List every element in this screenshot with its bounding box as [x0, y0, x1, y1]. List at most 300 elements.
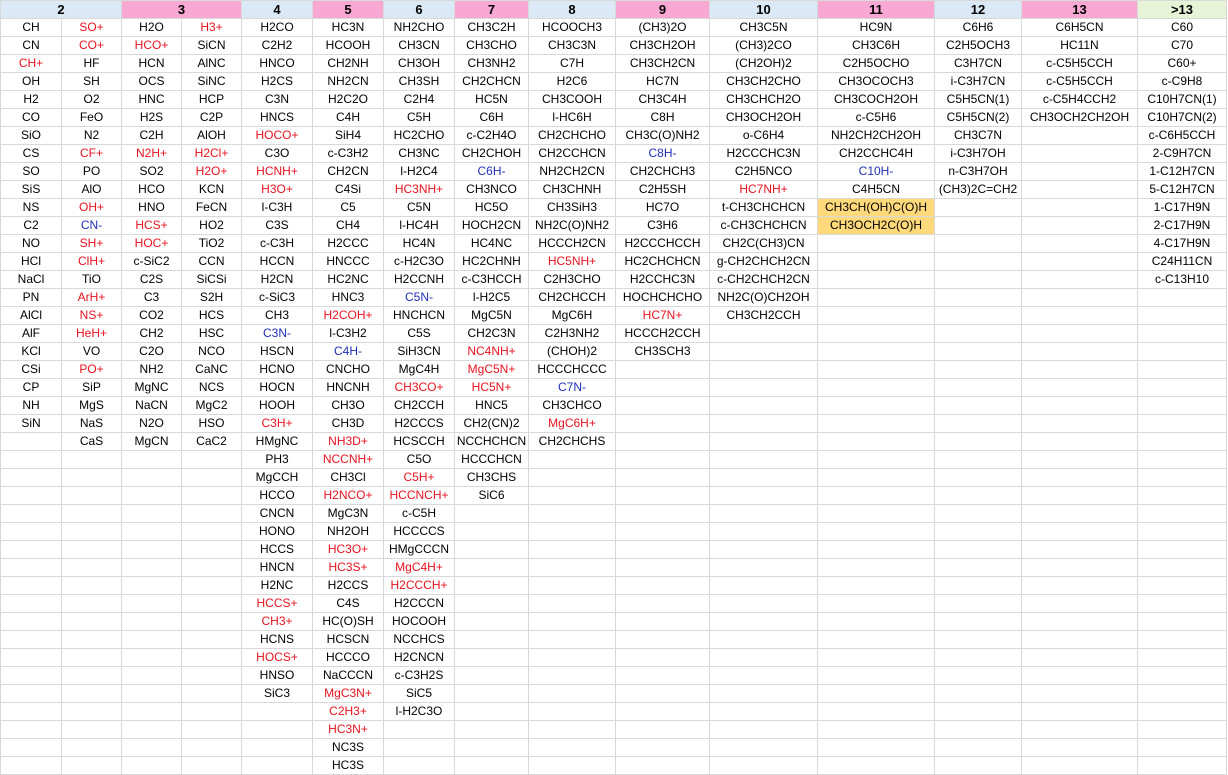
table-cell[interactable] — [62, 595, 122, 613]
table-cell[interactable] — [710, 433, 818, 451]
table-cell[interactable]: C10H- — [818, 163, 935, 181]
table-cell[interactable] — [1138, 649, 1227, 667]
table-cell[interactable] — [1022, 487, 1138, 505]
table-cell[interactable]: NaS — [62, 415, 122, 433]
table-cell[interactable]: N2H+ — [122, 145, 182, 163]
table-cell[interactable]: CaC2 — [182, 433, 242, 451]
table-cell[interactable]: MgC6H+ — [529, 415, 616, 433]
table-cell[interactable]: HCl — [1, 253, 62, 271]
table-cell[interactable] — [710, 415, 818, 433]
header-atoms-10[interactable]: 10 — [710, 1, 818, 19]
table-cell[interactable] — [182, 451, 242, 469]
table-cell[interactable]: 2-C17H9N — [1138, 217, 1227, 235]
table-cell[interactable] — [1022, 325, 1138, 343]
table-cell[interactable]: c-CH2CHCH2CN — [710, 271, 818, 289]
table-cell[interactable]: CH2NH — [313, 55, 384, 73]
table-cell[interactable] — [1, 487, 62, 505]
table-cell[interactable]: CH2CHCHO — [529, 127, 616, 145]
table-cell[interactable] — [935, 667, 1022, 685]
table-cell[interactable]: HC2NC — [313, 271, 384, 289]
table-cell[interactable] — [182, 649, 242, 667]
table-cell[interactable]: SiH4 — [313, 127, 384, 145]
table-cell[interactable] — [62, 685, 122, 703]
table-cell[interactable] — [818, 325, 935, 343]
table-cell[interactable]: HOOH — [242, 397, 313, 415]
table-cell[interactable] — [818, 595, 935, 613]
table-cell[interactable]: l-H2C4 — [384, 163, 455, 181]
table-cell[interactable] — [1022, 289, 1138, 307]
table-cell[interactable] — [818, 487, 935, 505]
table-cell[interactable]: CH3C3N — [529, 37, 616, 55]
table-cell[interactable] — [616, 469, 710, 487]
table-cell[interactable]: SiCSi — [182, 271, 242, 289]
table-cell[interactable] — [616, 523, 710, 541]
table-cell[interactable] — [710, 469, 818, 487]
table-cell[interactable] — [1138, 343, 1227, 361]
table-cell[interactable]: S2H — [182, 289, 242, 307]
table-cell[interactable]: C5H5CN(2) — [935, 109, 1022, 127]
table-cell[interactable] — [710, 595, 818, 613]
table-cell[interactable]: HC5N+ — [455, 379, 529, 397]
table-cell[interactable] — [616, 703, 710, 721]
table-cell[interactable]: NCS — [182, 379, 242, 397]
table-cell[interactable] — [1138, 757, 1227, 775]
table-cell[interactable]: HCSCN — [313, 631, 384, 649]
table-cell[interactable]: C2S — [122, 271, 182, 289]
table-cell[interactable]: HOCHCHCHO — [616, 289, 710, 307]
table-cell[interactable] — [122, 685, 182, 703]
table-cell[interactable]: CH3CO+ — [384, 379, 455, 397]
table-cell[interactable]: C10H7CN(2) — [1138, 109, 1227, 127]
table-cell[interactable]: C2H — [122, 127, 182, 145]
table-cell[interactable] — [1, 757, 62, 775]
table-cell[interactable]: CH3NH2 — [455, 55, 529, 73]
table-cell[interactable]: H2O+ — [182, 163, 242, 181]
table-cell[interactable] — [818, 253, 935, 271]
table-cell[interactable]: C8H — [616, 109, 710, 127]
table-cell[interactable] — [1022, 703, 1138, 721]
table-cell[interactable] — [1138, 397, 1227, 415]
table-cell[interactable] — [62, 487, 122, 505]
table-cell[interactable] — [616, 667, 710, 685]
table-cell[interactable] — [935, 739, 1022, 757]
table-cell[interactable]: PO+ — [62, 361, 122, 379]
table-cell[interactable] — [529, 595, 616, 613]
table-cell[interactable] — [1022, 415, 1138, 433]
table-cell[interactable] — [818, 757, 935, 775]
table-cell[interactable]: MgC5N+ — [455, 361, 529, 379]
table-cell[interactable] — [616, 757, 710, 775]
table-cell[interactable] — [122, 739, 182, 757]
table-cell[interactable] — [1022, 469, 1138, 487]
table-cell[interactable] — [710, 541, 818, 559]
table-cell[interactable]: NaCN — [122, 397, 182, 415]
table-cell[interactable] — [62, 739, 122, 757]
table-cell[interactable] — [182, 469, 242, 487]
table-cell[interactable]: (CH3)2O — [616, 19, 710, 37]
table-cell[interactable] — [182, 685, 242, 703]
table-cell[interactable] — [529, 505, 616, 523]
table-cell[interactable]: C3H+ — [242, 415, 313, 433]
table-cell[interactable]: c-C5H — [384, 505, 455, 523]
table-cell[interactable]: CH3NCO — [455, 181, 529, 199]
table-cell[interactable]: ClH+ — [62, 253, 122, 271]
table-cell[interactable] — [935, 577, 1022, 595]
table-cell[interactable] — [1138, 577, 1227, 595]
table-cell[interactable] — [710, 397, 818, 415]
table-cell[interactable]: HC5O — [455, 199, 529, 217]
table-cell[interactable] — [62, 577, 122, 595]
table-cell[interactable] — [710, 721, 818, 739]
table-cell[interactable]: SiN — [1, 415, 62, 433]
table-cell[interactable]: HNSO — [242, 667, 313, 685]
table-cell[interactable] — [1138, 361, 1227, 379]
table-cell[interactable] — [935, 469, 1022, 487]
table-cell[interactable]: N2 — [62, 127, 122, 145]
table-cell[interactable] — [182, 721, 242, 739]
table-cell[interactable] — [710, 523, 818, 541]
table-cell[interactable]: AlCl — [1, 307, 62, 325]
table-cell[interactable]: OH+ — [62, 199, 122, 217]
table-cell[interactable] — [1138, 487, 1227, 505]
table-cell[interactable] — [122, 631, 182, 649]
table-cell[interactable] — [818, 379, 935, 397]
table-cell[interactable] — [818, 631, 935, 649]
table-cell[interactable] — [1022, 361, 1138, 379]
table-cell[interactable] — [935, 433, 1022, 451]
table-cell[interactable]: C7H — [529, 55, 616, 73]
table-cell[interactable]: H2NCO+ — [313, 487, 384, 505]
table-cell[interactable]: c-C5H5CCH — [1022, 73, 1138, 91]
table-cell[interactable]: CH+ — [1, 55, 62, 73]
table-cell[interactable]: HCCO — [242, 487, 313, 505]
table-cell[interactable]: MgC6H — [529, 307, 616, 325]
table-cell[interactable]: MgS — [62, 397, 122, 415]
table-cell[interactable]: SiH3CN — [384, 343, 455, 361]
table-cell[interactable] — [1022, 523, 1138, 541]
table-cell[interactable]: CH3+ — [242, 613, 313, 631]
table-cell[interactable]: HC3S — [313, 757, 384, 775]
table-cell[interactable] — [529, 559, 616, 577]
table-cell[interactable]: c-C2H4O — [455, 127, 529, 145]
table-cell[interactable]: CF+ — [62, 145, 122, 163]
table-cell[interactable]: HNCS — [242, 109, 313, 127]
table-cell[interactable] — [529, 541, 616, 559]
table-cell[interactable]: o-C6H4 — [710, 127, 818, 145]
table-cell[interactable]: HNC — [122, 91, 182, 109]
table-cell[interactable] — [710, 649, 818, 667]
table-cell[interactable] — [710, 343, 818, 361]
table-cell[interactable]: 5-C12H7CN — [1138, 181, 1227, 199]
table-cell[interactable] — [1138, 289, 1227, 307]
table-cell[interactable] — [455, 739, 529, 757]
table-cell[interactable]: NH2CHO — [384, 19, 455, 37]
table-cell[interactable]: HOC+ — [122, 235, 182, 253]
table-cell[interactable]: NH2OH — [313, 523, 384, 541]
table-cell[interactable]: AlOH — [182, 127, 242, 145]
table-cell[interactable]: CH3CH2CN — [616, 55, 710, 73]
table-cell[interactable]: H2CN — [242, 271, 313, 289]
table-cell[interactable]: HNCN — [242, 559, 313, 577]
table-cell[interactable] — [1022, 721, 1138, 739]
table-cell[interactable] — [818, 721, 935, 739]
table-cell[interactable]: HMgNC — [242, 433, 313, 451]
header-atoms-13[interactable]: 13 — [1022, 1, 1138, 19]
table-cell[interactable]: CO — [1, 109, 62, 127]
table-cell[interactable] — [62, 559, 122, 577]
table-cell[interactable]: HC4NC — [455, 235, 529, 253]
table-cell[interactable]: H2CCCHC3N — [710, 145, 818, 163]
table-cell[interactable]: ArH+ — [62, 289, 122, 307]
table-cell[interactable] — [616, 559, 710, 577]
table-cell[interactable]: HOCO+ — [242, 127, 313, 145]
table-cell[interactable]: MgC3N — [313, 505, 384, 523]
table-cell[interactable] — [529, 703, 616, 721]
table-cell[interactable]: c-C3H2S — [384, 667, 455, 685]
table-cell[interactable] — [935, 757, 1022, 775]
table-cell[interactable]: C2H3NH2 — [529, 325, 616, 343]
table-cell[interactable] — [1022, 271, 1138, 289]
table-cell[interactable]: c-SiC2 — [122, 253, 182, 271]
table-cell[interactable] — [242, 739, 313, 757]
table-cell[interactable] — [1138, 721, 1227, 739]
table-cell[interactable] — [710, 361, 818, 379]
table-cell[interactable] — [182, 595, 242, 613]
table-cell[interactable] — [1022, 505, 1138, 523]
table-cell[interactable]: H2CO — [242, 19, 313, 37]
table-cell[interactable]: SO+ — [62, 19, 122, 37]
table-cell[interactable]: HC3N — [313, 19, 384, 37]
table-cell[interactable]: CH2C3N — [455, 325, 529, 343]
table-cell[interactable] — [529, 451, 616, 469]
table-cell[interactable]: NS+ — [62, 307, 122, 325]
table-cell[interactable]: MgCCH — [242, 469, 313, 487]
header-atoms-11[interactable]: 11 — [818, 1, 935, 19]
table-cell[interactable] — [616, 487, 710, 505]
table-cell[interactable]: l-C3H — [242, 199, 313, 217]
table-cell[interactable] — [529, 613, 616, 631]
table-cell[interactable]: 1-C12H7CN — [1138, 163, 1227, 181]
table-cell[interactable]: C4Si — [313, 181, 384, 199]
table-cell[interactable]: HC4N — [384, 235, 455, 253]
table-cell[interactable]: H2C2O — [313, 91, 384, 109]
table-cell[interactable] — [818, 433, 935, 451]
table-cell[interactable] — [455, 541, 529, 559]
header-atoms-8[interactable]: 8 — [529, 1, 616, 19]
table-cell[interactable]: HC7NH+ — [710, 181, 818, 199]
table-cell[interactable]: C8H- — [616, 145, 710, 163]
table-cell[interactable]: CH3C4H — [616, 91, 710, 109]
table-cell[interactable]: CH2 — [122, 325, 182, 343]
table-cell[interactable]: HOCS+ — [242, 649, 313, 667]
table-cell[interactable]: SiC5 — [384, 685, 455, 703]
table-cell[interactable] — [1, 451, 62, 469]
table-cell[interactable]: C3O — [242, 145, 313, 163]
table-cell[interactable]: CH2CHOH — [455, 145, 529, 163]
table-cell[interactable]: SiNC — [182, 73, 242, 91]
table-cell[interactable]: C2P — [182, 109, 242, 127]
table-cell[interactable] — [1, 613, 62, 631]
table-cell[interactable]: NaCCCN — [313, 667, 384, 685]
table-cell[interactable]: CP — [1, 379, 62, 397]
table-cell[interactable]: HNO — [122, 199, 182, 217]
table-cell[interactable] — [818, 361, 935, 379]
table-cell[interactable]: TiO — [62, 271, 122, 289]
table-cell[interactable] — [935, 541, 1022, 559]
table-cell[interactable]: CH3C5N — [710, 19, 818, 37]
table-cell[interactable] — [1, 433, 62, 451]
table-cell[interactable]: HOCOOH — [384, 613, 455, 631]
table-cell[interactable] — [935, 199, 1022, 217]
table-cell[interactable]: HCCCHCN — [455, 451, 529, 469]
table-cell[interactable]: CH3CHS — [455, 469, 529, 487]
table-cell[interactable] — [182, 577, 242, 595]
table-cell[interactable]: CH2CCHCN — [529, 145, 616, 163]
table-cell[interactable]: CH2CHCH3 — [616, 163, 710, 181]
table-cell[interactable]: CH3CHCO — [529, 397, 616, 415]
table-cell[interactable] — [182, 667, 242, 685]
table-cell[interactable]: H2CCHC3N — [616, 271, 710, 289]
table-cell[interactable]: SiC6 — [455, 487, 529, 505]
table-cell[interactable] — [529, 487, 616, 505]
table-cell[interactable] — [182, 541, 242, 559]
table-cell[interactable]: CH3COCH2OH — [818, 91, 935, 109]
table-cell[interactable] — [818, 559, 935, 577]
table-cell[interactable] — [455, 577, 529, 595]
table-cell[interactable] — [1022, 595, 1138, 613]
table-cell[interactable]: C4H- — [313, 343, 384, 361]
table-cell[interactable]: HOCH2CN — [455, 217, 529, 235]
table-cell[interactable]: H2CCS — [313, 577, 384, 595]
table-cell[interactable] — [455, 721, 529, 739]
table-cell[interactable] — [616, 415, 710, 433]
table-cell[interactable]: HCOOH — [313, 37, 384, 55]
table-cell[interactable]: l-HC6H — [529, 109, 616, 127]
table-cell[interactable] — [616, 595, 710, 613]
table-cell[interactable]: MgC2 — [182, 397, 242, 415]
table-cell[interactable] — [62, 631, 122, 649]
table-cell[interactable] — [818, 451, 935, 469]
table-cell[interactable]: C3S — [242, 217, 313, 235]
table-cell[interactable]: HCNO — [242, 361, 313, 379]
table-cell[interactable]: NH2CH2CH2OH — [818, 127, 935, 145]
table-cell[interactable]: CH3CHO — [455, 37, 529, 55]
table-cell[interactable]: 4-C17H9N — [1138, 235, 1227, 253]
table-cell[interactable]: CH3C2H — [455, 19, 529, 37]
table-cell[interactable]: KCl — [1, 343, 62, 361]
table-cell[interactable]: CaS — [62, 433, 122, 451]
table-cell[interactable] — [1022, 127, 1138, 145]
table-cell[interactable] — [455, 631, 529, 649]
table-cell[interactable] — [616, 397, 710, 415]
table-cell[interactable]: C4H5CN — [818, 181, 935, 199]
table-cell[interactable]: AlO — [62, 181, 122, 199]
table-cell[interactable]: 1-C17H9N — [1138, 199, 1227, 217]
table-cell[interactable]: CH2CCHC4H — [818, 145, 935, 163]
table-cell[interactable]: i-C3H7OH — [935, 145, 1022, 163]
table-cell[interactable] — [1022, 451, 1138, 469]
table-cell[interactable]: C3H6 — [616, 217, 710, 235]
table-cell[interactable]: C2H5OCH3 — [935, 37, 1022, 55]
table-cell[interactable]: HONO — [242, 523, 313, 541]
table-cell[interactable]: HC5N — [455, 91, 529, 109]
table-cell[interactable] — [935, 271, 1022, 289]
table-cell[interactable] — [616, 649, 710, 667]
table-cell[interactable]: CNCN — [242, 505, 313, 523]
table-cell[interactable]: HCO+ — [122, 37, 182, 55]
table-cell[interactable] — [710, 379, 818, 397]
table-cell[interactable] — [529, 685, 616, 703]
table-cell[interactable] — [242, 721, 313, 739]
table-cell[interactable] — [935, 307, 1022, 325]
table-cell[interactable] — [62, 523, 122, 541]
table-cell[interactable]: CH2CHCN — [455, 73, 529, 91]
table-cell[interactable] — [1022, 757, 1138, 775]
table-cell[interactable]: HNC5 — [455, 397, 529, 415]
table-cell[interactable]: NH2CH2CN — [529, 163, 616, 181]
table-cell[interactable] — [529, 739, 616, 757]
table-cell[interactable]: NO — [1, 235, 62, 253]
table-cell[interactable] — [935, 361, 1022, 379]
table-cell[interactable]: AlF — [1, 325, 62, 343]
table-cell[interactable] — [529, 577, 616, 595]
table-cell[interactable]: MgNC — [122, 379, 182, 397]
table-cell[interactable]: HCO — [122, 181, 182, 199]
table-cell[interactable]: CaNC — [182, 361, 242, 379]
table-cell[interactable]: l-H2C3O — [384, 703, 455, 721]
table-cell[interactable]: N2O — [122, 415, 182, 433]
table-cell[interactable]: H2CCCH+ — [384, 577, 455, 595]
table-cell[interactable]: H2CCCHCCH — [616, 235, 710, 253]
table-cell[interactable] — [818, 289, 935, 307]
table-cell[interactable] — [1022, 343, 1138, 361]
table-cell[interactable]: CH3C6H — [818, 37, 935, 55]
table-cell[interactable]: NC3S — [313, 739, 384, 757]
table-cell[interactable]: MgC4H+ — [384, 559, 455, 577]
table-cell[interactable]: VO — [62, 343, 122, 361]
table-cell[interactable] — [1138, 703, 1227, 721]
table-cell[interactable] — [710, 703, 818, 721]
table-cell[interactable]: HCN — [122, 55, 182, 73]
table-cell[interactable]: HCCCCS — [384, 523, 455, 541]
table-cell[interactable] — [1022, 541, 1138, 559]
table-cell[interactable]: MgC4H — [384, 361, 455, 379]
header-atoms-2[interactable]: 2 — [1, 1, 122, 19]
table-cell[interactable]: HCCCH2CN — [529, 235, 616, 253]
table-cell[interactable] — [616, 685, 710, 703]
table-cell[interactable] — [935, 325, 1022, 343]
table-cell[interactable]: H3O+ — [242, 181, 313, 199]
table-cell[interactable] — [1, 541, 62, 559]
table-cell[interactable] — [616, 613, 710, 631]
header-atoms-9[interactable]: 9 — [616, 1, 710, 19]
table-cell[interactable] — [455, 757, 529, 775]
table-cell[interactable] — [182, 523, 242, 541]
table-cell[interactable]: C60+ — [1138, 55, 1227, 73]
table-cell[interactable] — [455, 667, 529, 685]
table-cell[interactable]: c-H2C3O — [384, 253, 455, 271]
table-cell[interactable]: HC11N — [1022, 37, 1138, 55]
table-cell[interactable] — [455, 595, 529, 613]
table-cell[interactable] — [710, 577, 818, 595]
table-cell[interactable] — [182, 613, 242, 631]
table-cell[interactable]: C4H — [313, 109, 384, 127]
table-cell[interactable]: H2S — [122, 109, 182, 127]
table-cell[interactable]: HCCS+ — [242, 595, 313, 613]
table-cell[interactable]: NS — [1, 199, 62, 217]
table-cell[interactable] — [616, 379, 710, 397]
table-cell[interactable] — [1, 577, 62, 595]
